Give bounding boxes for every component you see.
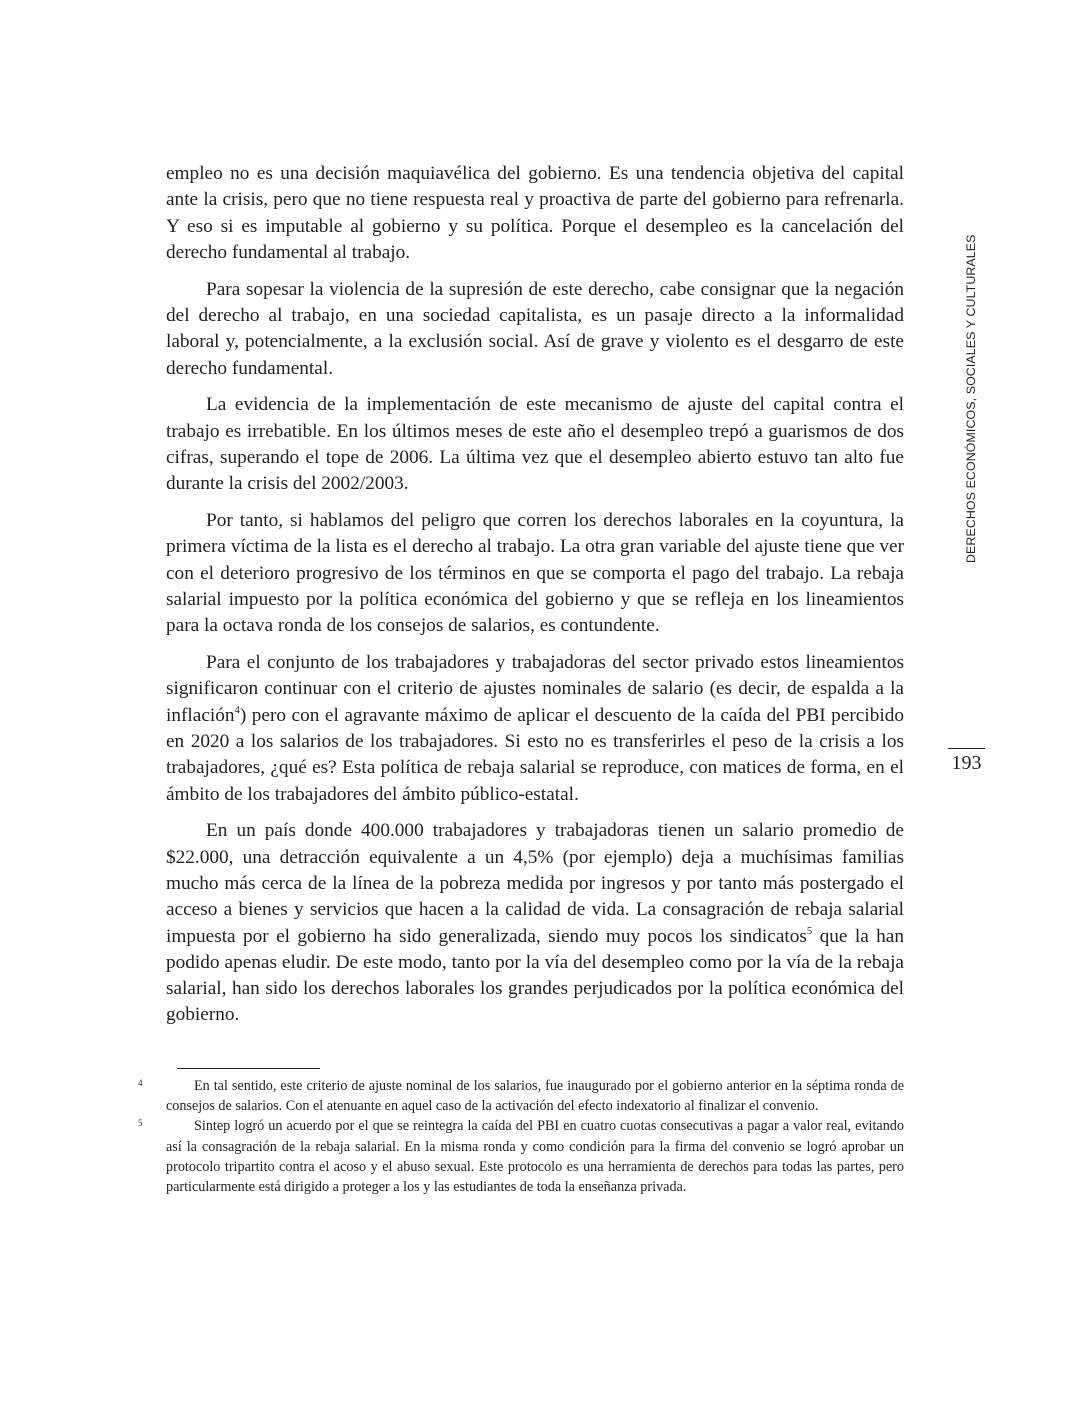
footnote-text: En tal sentido, este criterio de ajuste nominal de los salarios, fue inaugurado por el gobierno anterior en la séptima ronda de consejos de salarios. Con el atenuante en aquel caso de la activación del efecto indexatorio al finalizar el convenio.: [166, 1078, 904, 1115]
paragraph-5-part-2: ) pero con el agravante máximo de aplicar el descuento de la caída del PBI percibido en 2020 a los salarios de los trabajadores. Si esto no es transferirles el peso de la crisis a los trabajadores, ¿qué es? Esta política de rebaja salarial se reproduce, con matices de forma, en el ámbito de los trabajadores del ámbito público-estatal.: [166, 704, 904, 805]
paragraph-6-part-1: En un país donde 400.000 trabajadores y trabajadoras tienen un salario promedio de $22.000, una detracción equivalente a un 4,5% (por ejemplo) deja a muchísimas familias mucho más cerca de la línea de la pobreza medida por ingresos y por tanto más postergado el acceso a bienes y servicios que hacen a la calidad de vida. La consagración de rebaja salarial impuesta por el gobierno ha sido generalizada, siendo muy pocos los sindicatos: [166, 820, 904, 947]
page-number: 193: [951, 752, 982, 774]
footnotes: [138, 1076, 904, 1197]
paragraph-5: [166, 650, 904, 808]
footnote-ref-4[interactable]: 4: [234, 704, 240, 716]
body-text: [166, 161, 904, 1039]
footnote-separator: [177, 1068, 320, 1069]
paragraph-6-part-2: que la han podido apenas eludir. De este modo, tanto por la vía del desempleo como por la vía de la rebaja salarial, han sido los derechos laborales los grandes perjudicados por la política económica del gobierno.: [166, 925, 904, 1026]
footnote-4: [138, 1076, 904, 1116]
paragraph-4: Por tanto, si hablamos del peligro que corren los derechos laborales en la coyuntura, la primera víctima de la lista es el derecho al trabajo. La otra gran variable del ajuste tiene que ver con el deterioro progresivo de los términos en que se comporta el pago del trabajo. La rebaja salarial impuesto por la política económica del gobierno y que se refleja en los lineamientos para la octava ronda de los consejos de salarios, es contundente.: [166, 510, 904, 637]
paragraph-2: Para sopesar la violencia de la supresión de este derecho, cabe consignar que la negación del derecho al trabajo, en una sociedad capitalista, es un pasaje directo a la informalidad laboral y, potencialmente, a la exclusión social. Así de grave y violento es el desgarro de este derecho fundamental.: [166, 278, 904, 379]
page-number-rule: [948, 748, 985, 749]
running-head: DERECHOS ECONÓMICOS, SOCIALES Y CULTURALES: [964, 234, 978, 563]
paragraph-5-part-1: Para el conjunto de los trabajadores y trabajadoras del sector privado estos lineamientos significaron continuar con el criterio de ajustes nominales de salario (es decir, de espalda a la inflación: [166, 652, 904, 726]
paragraph-1: empleo no es una decisión maquiavélica del gobierno. Es una tendencia objetiva del capital ante la crisis, pero que no tiene respuesta real y proactiva de parte del gobierno para refrenarla. Y eso si es imputable al gobierno y su política. Porque el desempleo es la cancelación del derecho fundamental al trabajo.: [166, 163, 904, 263]
footnote-ref-5[interactable]: 5: [806, 925, 813, 937]
footnote-text: Sintep logró un acuerdo por el que se reintegra la caída del PBI en cuatro cuotas consecutivas a pagar a valor real, evitando así la consagración de la rebaja salarial. En la misma ronda y como condición para la firma del convenio se logró aprobar un protocolo tripartito contra el acoso y el abuso sexual. Este protocolo es una herramienta de derechos para todas las partes, pero particularmente está dirigido a proteger a los y las estudiantes de toda la enseñanza privada.: [166, 1118, 904, 1196]
paragraph-6: [166, 818, 904, 1028]
paragraph-3: La evidencia de la implementación de este mecanismo de ajuste del capital contra el trabajo es irrebatible. En los últimos meses de este año el desempleo trepó a guarismos de dos cifras, superando el tope de 2006. La última vez que el desempleo abierto estuvo tan alto fue durante la crisis del 2002/2003.: [166, 394, 904, 495]
footnote-5: [138, 1116, 904, 1197]
footnote-marker: 4: [138, 1078, 143, 1088]
footnote-marker: 5: [138, 1118, 143, 1129]
